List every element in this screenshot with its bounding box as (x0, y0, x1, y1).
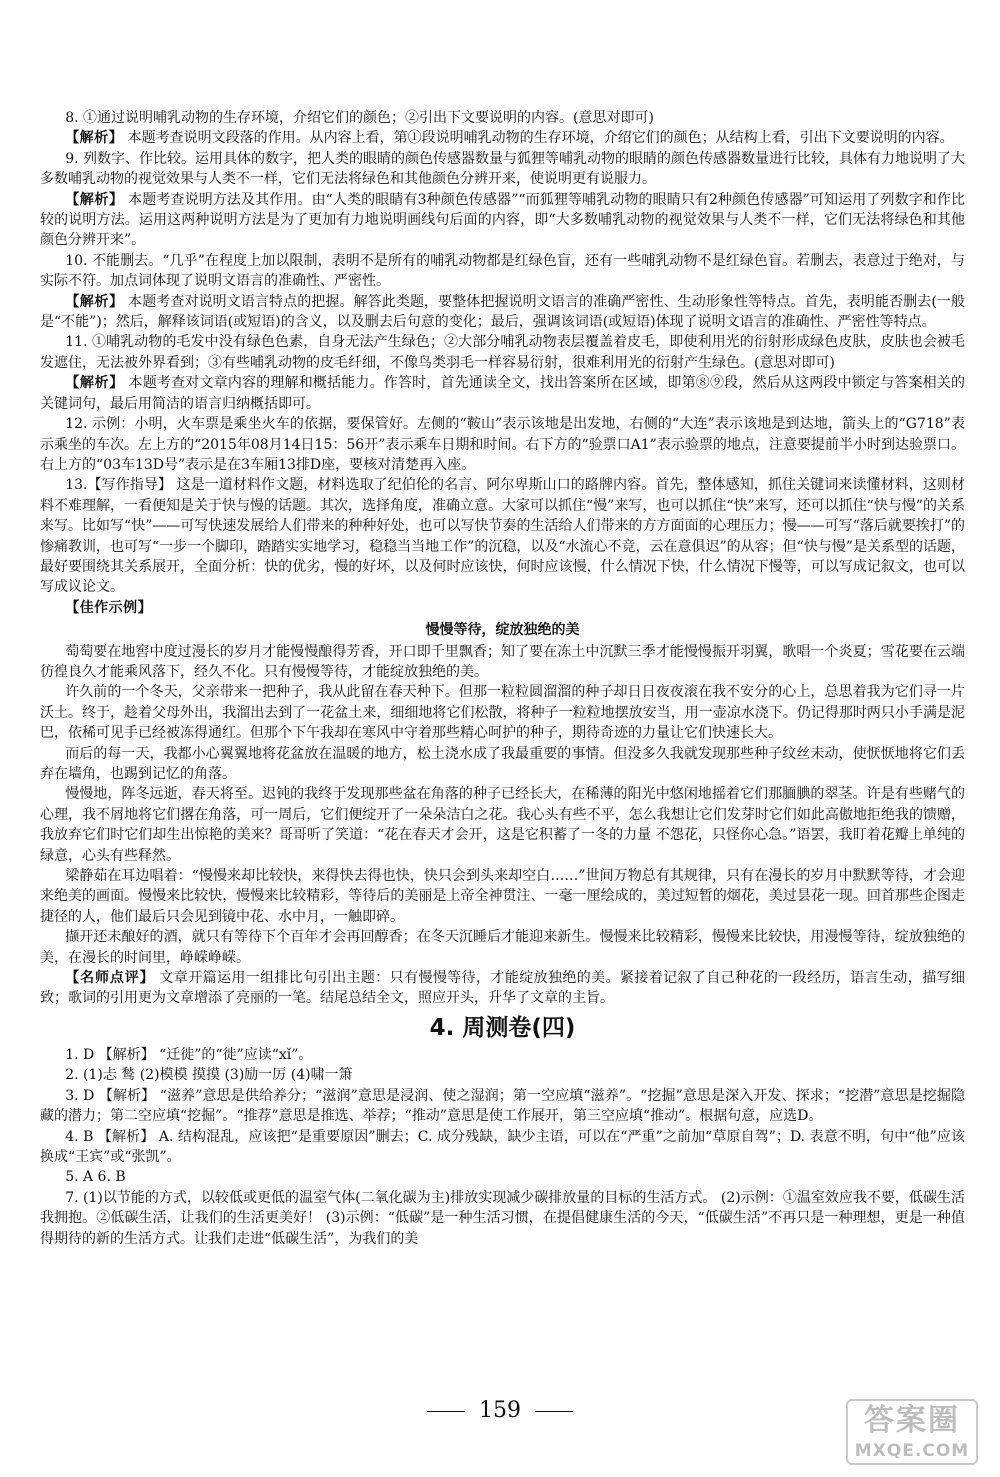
essay-paragraph: 萄萄要在地窖中度过漫长的岁月才能慢慢酿得芳香，开口即千里飘香；知了要在冻土中沉默三季才能慢慢振开羽翼，歌唱一个炎夏；雪花要在云端彷徨良久才能乘风落下，经久不化。只有慢慢等待，才能绽放独绝的美。 (40, 643, 965, 680)
analysis-paragraph (40, 190, 965, 251)
analysis-text: 本题考查说明方法及其作用。由“人类的眼睛有3种颜色传感器”“而狐狸等哺乳动物的眼睛只有2种颜色传感器”可知运用了列数字和作比较的说明方法。运用这两种说明方法是为了更加有力地说明画线句后面的内容，即“大多数哺乳动物的视觉效果与人类不一样，它们无法将绿色和其他颜色分辨开来”。 (40, 191, 966, 249)
answer-item: 13.【写作指导】 这是一道材料作文题，材料选取了纪伯伦的名言、阿尔卑斯山口的路牌内容。首先，整体感知，抓住关键词来读懂材料，这则材料不难理解，一看便知是关于快与慢的话题。其次，选择角度，准确立意。大家可以抓住“慢”来写，也可以抓住“快”来写，还可以抓住“快与慢”的关系来写。比如写“快”——可写快速发展给人们带来的种种好处，也可以写快节奏的生活给人们带来的方方面面的心理压力；慢——可写“落后就要挨打”的惨痛教训，也可写“一步一个脚印，踏踏实实地学习，稳稳当当地工作”的沉稳，以及“水流心不竞，云在意俱迟”的从容；但“快与慢”是关系型的话题，最好要围绕其关系展开，全面分析：快的优劣，慢的好坏，以及何时应该快，何时应该慢，什么情况下快，什么情况下慢等，可以写成记叙文，也可以写成议论文。 (40, 477, 965, 596)
analysis-tag: 【解析】 (65, 191, 124, 208)
watermark-bottom-text: MXQE.COM (854, 1441, 970, 1461)
section-title: 4. 周测卷(四) (429, 1014, 576, 1041)
analysis-paragraph (40, 128, 965, 148)
analysis-paragraph (40, 292, 965, 333)
analysis-tag: 【解析】 (65, 375, 124, 392)
analysis-tag: 【解析】 (65, 293, 124, 310)
analysis-text: 文章开篇运用一组排比句引出主题：只有慢慢等待，才能绽放独绝的美。紧接着记叙了自己种花的一段经历，语言生动，描写细致；歌词的引用更为文章增添了亮丽的一笔。结尾总结全文，照应开头，升华了文章的主旨。 (40, 970, 965, 1007)
essay-title: 慢慢等待，绽放独绝的美 (425, 622, 580, 639)
analysis-paragraph (40, 373, 965, 414)
answer-item: 10. 不能删去。“几乎”在程度上加以限制，表明不是所有的哺乳动物都是红绿色盲，还有一些哺乳动物不是红绿色盲。若删去，表意过于绝对，与实际不符。加点词体现了说明文语言的准确性、严密性。 (40, 252, 965, 290)
example-label: 【佳作示例】 (65, 599, 153, 616)
answer-item: 2. (1)忐 鹙 (2)模模 摸摸 (3)励一厉 (4)啸一箫 (65, 1067, 353, 1084)
answer-item: 1. D 【解析】 “迁徙”的“徙”应读“xǐ”。 (65, 1046, 313, 1063)
answer-item: 8. ①通过说明哺乳动物的生存环境，介绍它们的颜色；②引出下文要说明的内容。(意思对即可) (65, 110, 654, 126)
answer-item: 9. 列数字、作比较。运用具体的数字，把人类的眼睛的颜色传感器数量与狐狸等哺乳动物的眼睛的颜色传感器数量进行比较，具体有力地说明了大多数哺乳动物的视觉效果与人类不一样，它们无法将绿色和其他颜色分辨开来，使说明更有说服力。 (40, 150, 965, 188)
answer-item: 7. (1)以节能的方式，以较低或更低的温室气体(二氧化碳为主)排放实现减少碳排放量的目标的生活方式。 (2)示例：①温室效应我不要，低碳生活我拥抱。②低碳生活，让我们的生活更美好！ (3)示例：“低碳”是一种生活习惯，在提倡健康生活的今天，“低碳生活”不再只是一种理想，更是一种值得期待的新的生活方式。让我们走进“低碳生活”，为我们的美 (40, 1189, 965, 1247)
answer-item: 5. A 6. B (65, 1169, 126, 1186)
page-number-dash-right (535, 1411, 573, 1412)
essay-paragraph: 而后的每一天，我都小心翼翼地将花盆放在温暖的地方，松土浇水成了我最重要的事情。但没多久我就发现那些种子纹丝未动，使恹恹地将它们丢弃在墙角，也踢到记忆的角落。 (40, 745, 965, 782)
analysis-tag: 【解析】 (65, 130, 124, 147)
analysis-tag: 【名师点评】 (65, 970, 155, 987)
answer-item: 12. 示例：小明，火车票是乘坐火车的依据，要保管好。左侧的“鞍山”表示该地是出发地，右侧的“大连”表示该地是到达地，箭头上的“G718”表示乘坐的车次。左上方的“2015年08月14日15：56开”表示乘车日期和时间。右下方的“验票口A1”表示验票的地点，注意要提前半小时到达验票口。右上方的“03车13D号”表示是在3车厢13排D座，要核对清楚再入座。 (40, 416, 965, 473)
page-number: 159 (479, 1398, 521, 1423)
essay-paragraph: 撷开还未酿好的酒，就只有等待下个百年才会再回醇香；在冬天沉睡后才能迎来新生。慢慢来比较精彩，慢慢来比较快，用漫慢等待，绽放独绝的美，在漫长的时间里，峥嵘峥嵘。 (40, 929, 965, 966)
analysis-paragraph (40, 968, 965, 1009)
watermark-top-text: 答案圈 (864, 1403, 960, 1438)
answer-item: 3. D 【解析】 “滋养”意思是供给养分；“滋润”意思是浸润、使之湿润；第一空应填“滋养”。“挖掘”意思是深入开发、探求；“挖潜”意思是挖掘隐藏的潜力；第二空应填“挖掘”。“推荐”意思是推选、举荐；“推动”意思是使工作展开，第三空应填“推动”。根据句意，应选D。 (40, 1087, 965, 1125)
answer-item: 11. ①哺乳动物的毛发中没有绿色色素，自身无法产生绿色；②大部分哺乳动物表层覆盖着皮毛，即使利用光的衍射形成绿色皮肤，皮肤也会被毛发遮住，无法被外界看到；③有些哺乳动物的皮毛纤细，不像鸟类羽毛一样容易衍射，很难利用光的衍射产生绿色。(意思对即可) (40, 334, 965, 371)
essay-paragraph: 梁静茹在耳边唱着：“慢慢来却比较快，来得快去得也快，快只会到头来却空白……”世间万物总有其规律，只有在漫长的岁月中默默等待，才会迎来绝美的画面。慢慢来比较快，慢慢来比较精彩，等待后的美丽是上帝全神贯注、一毫一厘绘成的，美过短暂的烟花，美过昙花一现。回首那些企图走捷径的人，他们最后只会见到镜中花、水中月，一触即碎。 (40, 868, 965, 925)
page-number-dash-left (427, 1411, 465, 1412)
analysis-text: 本题考查对说明文语言特点的把握。解答此类题，要整体把握说明文语言的准确严密性、生动形象性等特点。首先，表明能否删去(一般是“不能”)；然后，解释该词语(或短语)的含义，以及删去后句意的变化；最后，强调该词语(或短语)体现了说明文语言的准确性、严密性等特点。 (40, 293, 965, 331)
watermark-logo (846, 1399, 978, 1465)
analysis-text: 本题考查说明文段落的作用。从内容上看，第①段说明哺乳动物的生存环境，介绍它们的颜色；从结构上看，引出下文要说明的内容。 (123, 130, 954, 147)
analysis-text: 本题考查对文章内容的理解和概括能力。作答时，首先通读全文，找出答案所在区域，即第⑧⑨段，然后从这两段中锁定与答案相关的关键词句，最后用简洁的语言归纳概括即可。 (40, 375, 966, 412)
answer-key-page (40, 108, 965, 1249)
essay-paragraph: 慢慢地，阵冬远逝，春天将至。迟钝的我终于发现那些盆在角落的种子已经长大，在稀薄的阳光中悠闲地摇着它们那腼腆的翠茎。许是有些赌气的心理，我不屑地将它们撂在角落，可一周后，它们便绽开了一朵朵洁白之花。我心头有些不平，怎么我想让它们发芽时它们如此高傲地拒绝我的馈赠，我放弃它们时它们却生出惊艳的美来？哥哥听了笑道：“花在春天才会开，这是它积蓄了一冬的力量 不怨花，只怪你心急。”语罢，我盯着花瓣上单纯的绿意，心头有些释然。 (40, 786, 965, 864)
answer-item: 4. B 【解析】 A. 结构混乱，应该把“是重要原因”删去；C. 成分残缺，缺少主语，可以在“严重”之前加“草原自驾”；D. 表意不明，句中“他”应该换成“王宾”或“张凯”。 (40, 1128, 965, 1165)
essay-paragraph: 许久前的一个冬天，父亲带来一把种子，我从此留在春天种下。但那一粒粒圆溜溜的种子却日日夜夜滚在我不安分的心上，总思着我为它们寻一片沃土。终于，趁着父母外出，我溜出去到了一花盆土来，细细地将它们松散，将种子一粒粒地摆放安当，用一壶凉水浇下。仍记得那时两只小手满是泥巴，依稀可见手已经被冻得通红。但那个下午我却在寒风中守着那些精心呵护的种子，期待奇迹的力量让它们快速长大。 (40, 684, 965, 742)
